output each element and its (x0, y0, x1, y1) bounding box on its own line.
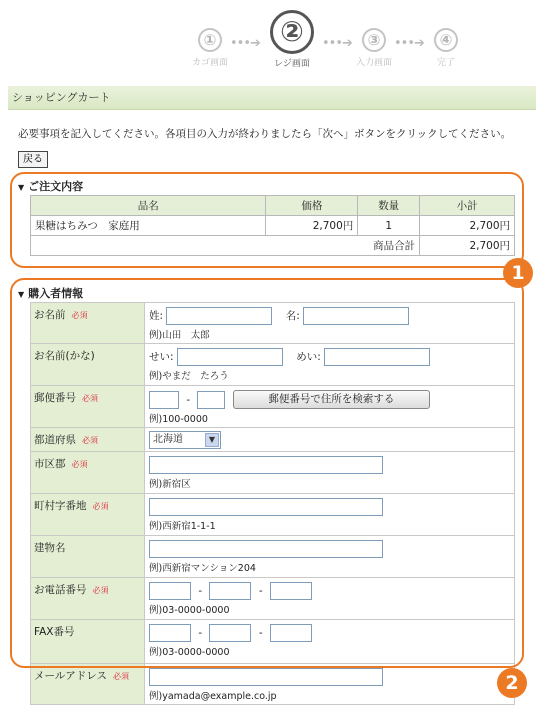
fax-dash-2: - (258, 627, 263, 639)
item-subtotal: 2,700円 (420, 216, 515, 236)
prefecture-value: 北海道 (153, 434, 183, 445)
zip-dash: - (186, 393, 191, 406)
step-4-number: ④ (434, 28, 458, 52)
item-qty: 1 (358, 216, 420, 236)
triangle-down-icon: ▼ (18, 290, 25, 299)
tel-dash-2: - (258, 585, 263, 597)
buyer-heading-text: 購入者情報 (28, 287, 84, 300)
form-row-email (31, 664, 515, 705)
buyer-highlight-outline (10, 278, 524, 668)
checkout-steps (0, 10, 550, 72)
sei-label: 姓: (149, 310, 164, 322)
pref-label: 都道府県 (34, 434, 76, 446)
city-example: 例)新宿区 (149, 479, 191, 490)
step-1-label: カゴ画面 (191, 58, 228, 68)
zip-label: 郵便番号 (34, 392, 76, 404)
street-label: 町村字番地 (34, 500, 87, 512)
required-badge: 必須 (112, 672, 129, 681)
step-arrow-icon: •••➔ (230, 36, 260, 51)
chevron-down-icon: ▼ (205, 433, 219, 447)
email-input[interactable] (149, 668, 383, 686)
step-2-label: レジ画面 (274, 59, 310, 69)
fax-example: 例)03-0000-0000 (149, 647, 230, 658)
zip-search-button[interactable]: 郵便番号で住所を検索する (233, 390, 430, 409)
mei-label: 名: (285, 310, 300, 322)
step-complete (416, 28, 476, 68)
total-label: 商品合計 (31, 236, 420, 256)
name-label: お名前 (34, 309, 66, 321)
street-example: 例)西新宿1-1-1 (149, 521, 216, 532)
required-badge: 必須 (92, 502, 109, 511)
kana-label: お名前(かな) (34, 350, 95, 362)
annotation-badge-2: 2 (497, 668, 527, 698)
step-register (262, 10, 322, 69)
tel-dash-1: - (198, 585, 203, 597)
fax-dash-1: - (198, 627, 203, 639)
email-label: メールアドレス (34, 670, 107, 682)
col-header-name: 品名 (31, 196, 266, 216)
step-4-label: 完了 (436, 58, 455, 68)
zip-example: 例)100-0000 (149, 414, 208, 425)
name-example: 例)山田 太郎 (149, 330, 210, 341)
step-3-label: 入力画面 (355, 58, 392, 68)
required-badge: 必須 (71, 460, 88, 469)
tel-label: お電話番号 (34, 584, 87, 596)
building-label: 建物名 (34, 542, 66, 554)
required-badge: 必須 (92, 586, 109, 595)
total-value: 2,700円 (420, 236, 515, 256)
required-badge: 必須 (82, 436, 98, 445)
required-badge: 必須 (71, 311, 88, 320)
mei-kana-label: めい: (296, 351, 321, 363)
step-2-number: ② (270, 10, 314, 54)
step-3-number: ③ (362, 28, 386, 52)
triangle-down-icon: ▼ (18, 183, 25, 192)
item-price: 2,700円 (266, 216, 358, 236)
item-name: 果糖はちみつ 家庭用 (31, 216, 266, 236)
step-arrow-icon: •••➔ (322, 36, 352, 51)
instructions-text: 必要事項を記入してください。各項目の入力が終わりましたら「次へ」ボタンをクリックしてください。 (18, 128, 512, 140)
tel-example: 例)03-0000-0000 (149, 605, 230, 616)
col-header-price: 価格 (266, 196, 358, 216)
kana-example: 例)やまだ たろう (149, 371, 229, 382)
back-button[interactable]: 戻る (18, 151, 48, 168)
email-example: 例)yamada@example.co.jp (149, 691, 277, 702)
step-1-number: ① (198, 28, 222, 52)
sei-kana-label: せい: (149, 351, 174, 363)
required-badge: 必須 (82, 394, 98, 403)
city-label: 市区郡 (34, 458, 66, 470)
step-arrow-icon: •••➔ (394, 36, 424, 51)
building-example: 例)西新宿マンション204 (149, 563, 256, 574)
fax-label: FAX番号 (34, 626, 75, 638)
annotation-badge-1: 1 (503, 258, 533, 288)
order-heading-text: ご注文内容 (28, 180, 84, 193)
page-title: ショッピングカート (8, 86, 536, 110)
col-header-qty: 数量 (358, 196, 420, 216)
order-highlight-outline (10, 172, 524, 268)
col-header-subtotal: 小計 (420, 196, 515, 216)
